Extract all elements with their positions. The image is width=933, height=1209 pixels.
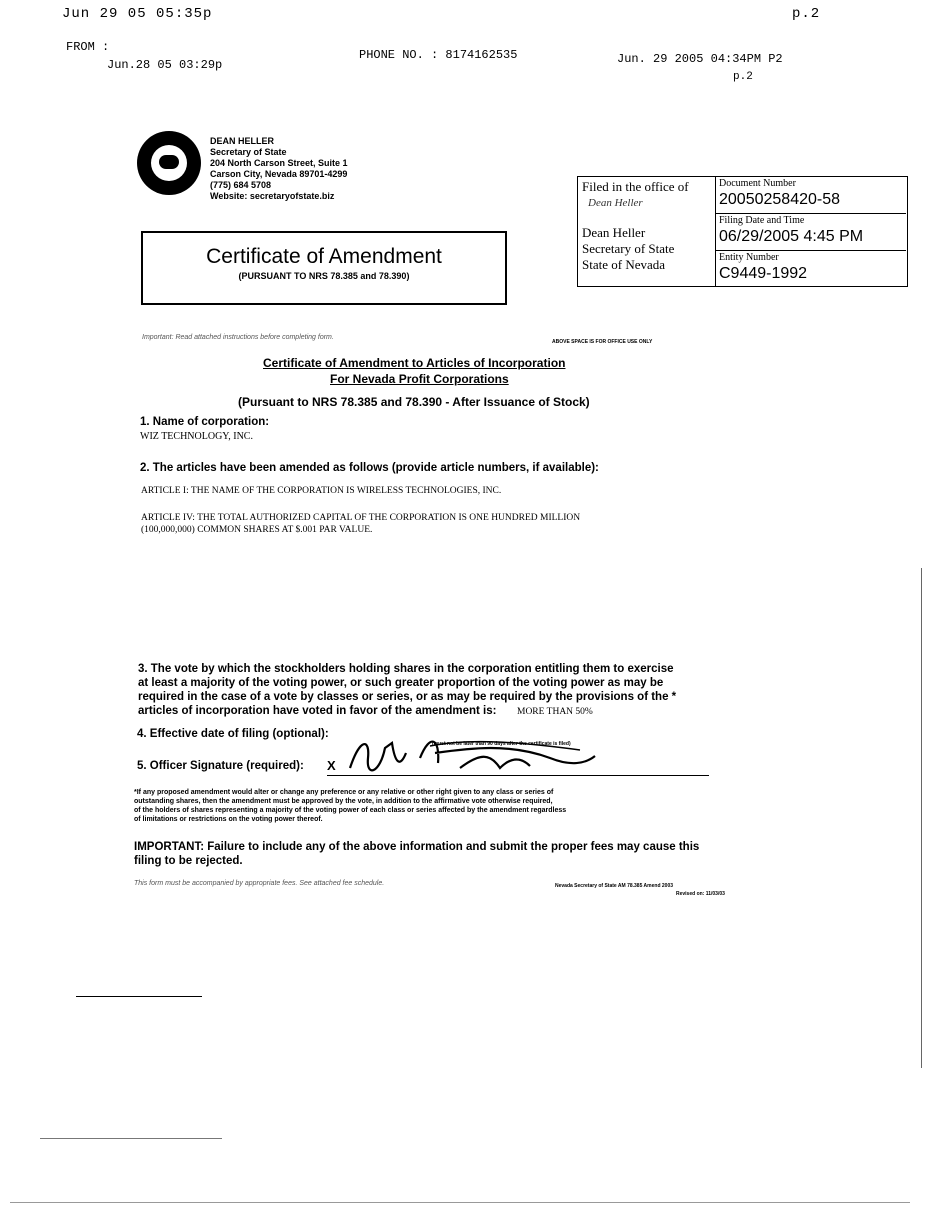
question-3-line1: 3. The vote by which the stockholders holding shares in the corporation entitling them to exercise — [138, 663, 674, 675]
document-number-label: Document Number — [719, 178, 796, 189]
footnote-line1: *If any proposed amendment would alter or change any preference or any relative or other right given to any class or series of — [134, 789, 554, 796]
sos-website: Website: secretaryofstate.biz — [210, 191, 335, 201]
sos-phone: (775) 684 5708 — [210, 180, 272, 190]
scan-artifact-line — [40, 1138, 222, 1139]
officer-signature-scribble — [340, 728, 600, 780]
fax-header-page: p.2 — [792, 6, 821, 22]
effective-date-note: (must not be later than 90 days after the certificate is filed) — [432, 741, 571, 747]
office-use-note: ABOVE SPACE IS FOR OFFICE USE ONLY — [552, 339, 653, 345]
form-heading: Certificate of Amendment to Articles of Incorporation — [263, 356, 566, 370]
certificate-subtitle: (PURSUANT TO NRS 78.385 and 78.390) — [238, 271, 410, 281]
filing-date-label: Filing Date and Time — [719, 215, 805, 226]
important-notice-line1: IMPORTANT: Failure to include any of the above information and submit the proper fees may cause this — [134, 841, 700, 853]
fax-phone-number: PHONE NO. : 8174162535 — [359, 48, 518, 62]
nevada-state-seal-icon — [137, 131, 201, 195]
question-3-line4: articles of incorporation have voted in favor of the amendment is: — [138, 705, 497, 717]
form-revision-line2: Revised on: 11/03/03 — [676, 891, 725, 897]
signature-x-mark: X — [327, 758, 336, 773]
sos-address-line2: Carson City, Nevada 89701-4299 — [210, 169, 348, 179]
footnote-line4: of limitations or restrictions on the voting power thereof. — [134, 816, 323, 823]
scan-artifact-line — [76, 996, 202, 997]
fax-header-timestamp: Jun 29 05 05:35p — [62, 6, 213, 22]
filed-in-label: Filed in the office of — [582, 179, 689, 194]
question-1-label: 1. Name of corporation: — [140, 416, 270, 428]
question-3-line2: at least a majority of the voting power, or such greater proportion of the voting power as may be — [138, 677, 664, 689]
fax-from-label: FROM : — [66, 40, 110, 54]
certificate-title: Certificate of Amendment — [206, 245, 442, 268]
instruction-note: Important: Read attached instructions before completing form. — [142, 334, 334, 341]
article-4-text-line2: (100,000,000) COMMON SHARES AT $.001 PAR VALUE. — [141, 525, 373, 535]
entity-number-cell — [716, 251, 906, 286]
filed-state: State of Nevada — [582, 257, 666, 272]
sos-title: Secretary of State — [210, 147, 287, 157]
article-1-text: ARTICLE I: THE NAME OF THE CORPORATION IS WIRELESS TECHNOLOGIES, INC. — [141, 486, 502, 496]
vote-result-value: MORE THAN 50% — [517, 707, 593, 717]
document-number-value: 20050258420-58 — [719, 191, 841, 208]
filing-date-cell — [716, 214, 906, 251]
fax-received-timestamp: Jun. 29 2005 04:34PM P2 — [617, 52, 783, 66]
filed-name: Dean Heller — [582, 225, 646, 240]
secretary-signature: Dean Heller — [588, 197, 643, 209]
sos-name: DEAN HELLER — [210, 136, 275, 146]
footnote-line3: of the holders of shares representing a majority of the voting power of each class or series affected by the amendment regardless — [134, 807, 567, 814]
sos-address-line1: 204 North Carson Street, Suite 1 — [210, 158, 348, 168]
form-revision-line1: Nevada Secretary of State AM 78.385 Amend 2003 — [555, 883, 674, 889]
document-number-cell — [716, 177, 906, 214]
scan-artifact-line — [10, 1202, 910, 1203]
filing-date-value: 06/29/2005 4:45 PM — [719, 228, 864, 245]
filing-stamp-box — [577, 176, 908, 287]
entity-number-label: Entity Number — [719, 252, 779, 263]
entity-number-value: C9449-1992 — [719, 265, 808, 282]
scan-artifact-line — [921, 568, 922, 1068]
question-4-label: 4. Effective date of filing (optional): — [137, 728, 329, 740]
fee-schedule-note: This form must be accompanied by appropriate fees. See attached fee schedule. — [134, 880, 385, 887]
filed-office: Secretary of State — [582, 241, 675, 256]
filed-office-cell — [578, 177, 716, 286]
article-4-text-line1: ARTICLE IV: THE TOTAL AUTHORIZED CAPITAL OF THE CORPORATION IS ONE HUNDRED MILLION — [141, 513, 581, 523]
fax-received-page: p.2 — [733, 71, 753, 83]
important-notice-line2: filing to be rejected. — [134, 855, 243, 867]
question-2-label: 2. The articles have been amended as follows (provide article numbers, if available): — [140, 462, 599, 474]
footnote-line2: outstanding shares, then the amendment must be approved by the vote, in addition to the affirmative vote otherwise required, — [134, 798, 553, 805]
question-5-label: 5. Officer Signature (required): — [137, 760, 304, 772]
form-heading-sub: For Nevada Profit Corporations — [330, 372, 509, 386]
corporation-name-value: WIZ TECHNOLOGY, INC. — [140, 431, 253, 442]
secretary-of-state-block — [210, 136, 348, 202]
certificate-title-box — [141, 231, 507, 305]
form-pursuant-line: (Pursuant to NRS 78.385 and 78.390 - After Issuance of Stock) — [238, 395, 590, 409]
question-3-line3: required in the case of a vote by classes or series, or as may be required by the provisions of the * — [138, 691, 677, 703]
fax-from-date: Jun.28 05 03:29p — [107, 58, 223, 72]
